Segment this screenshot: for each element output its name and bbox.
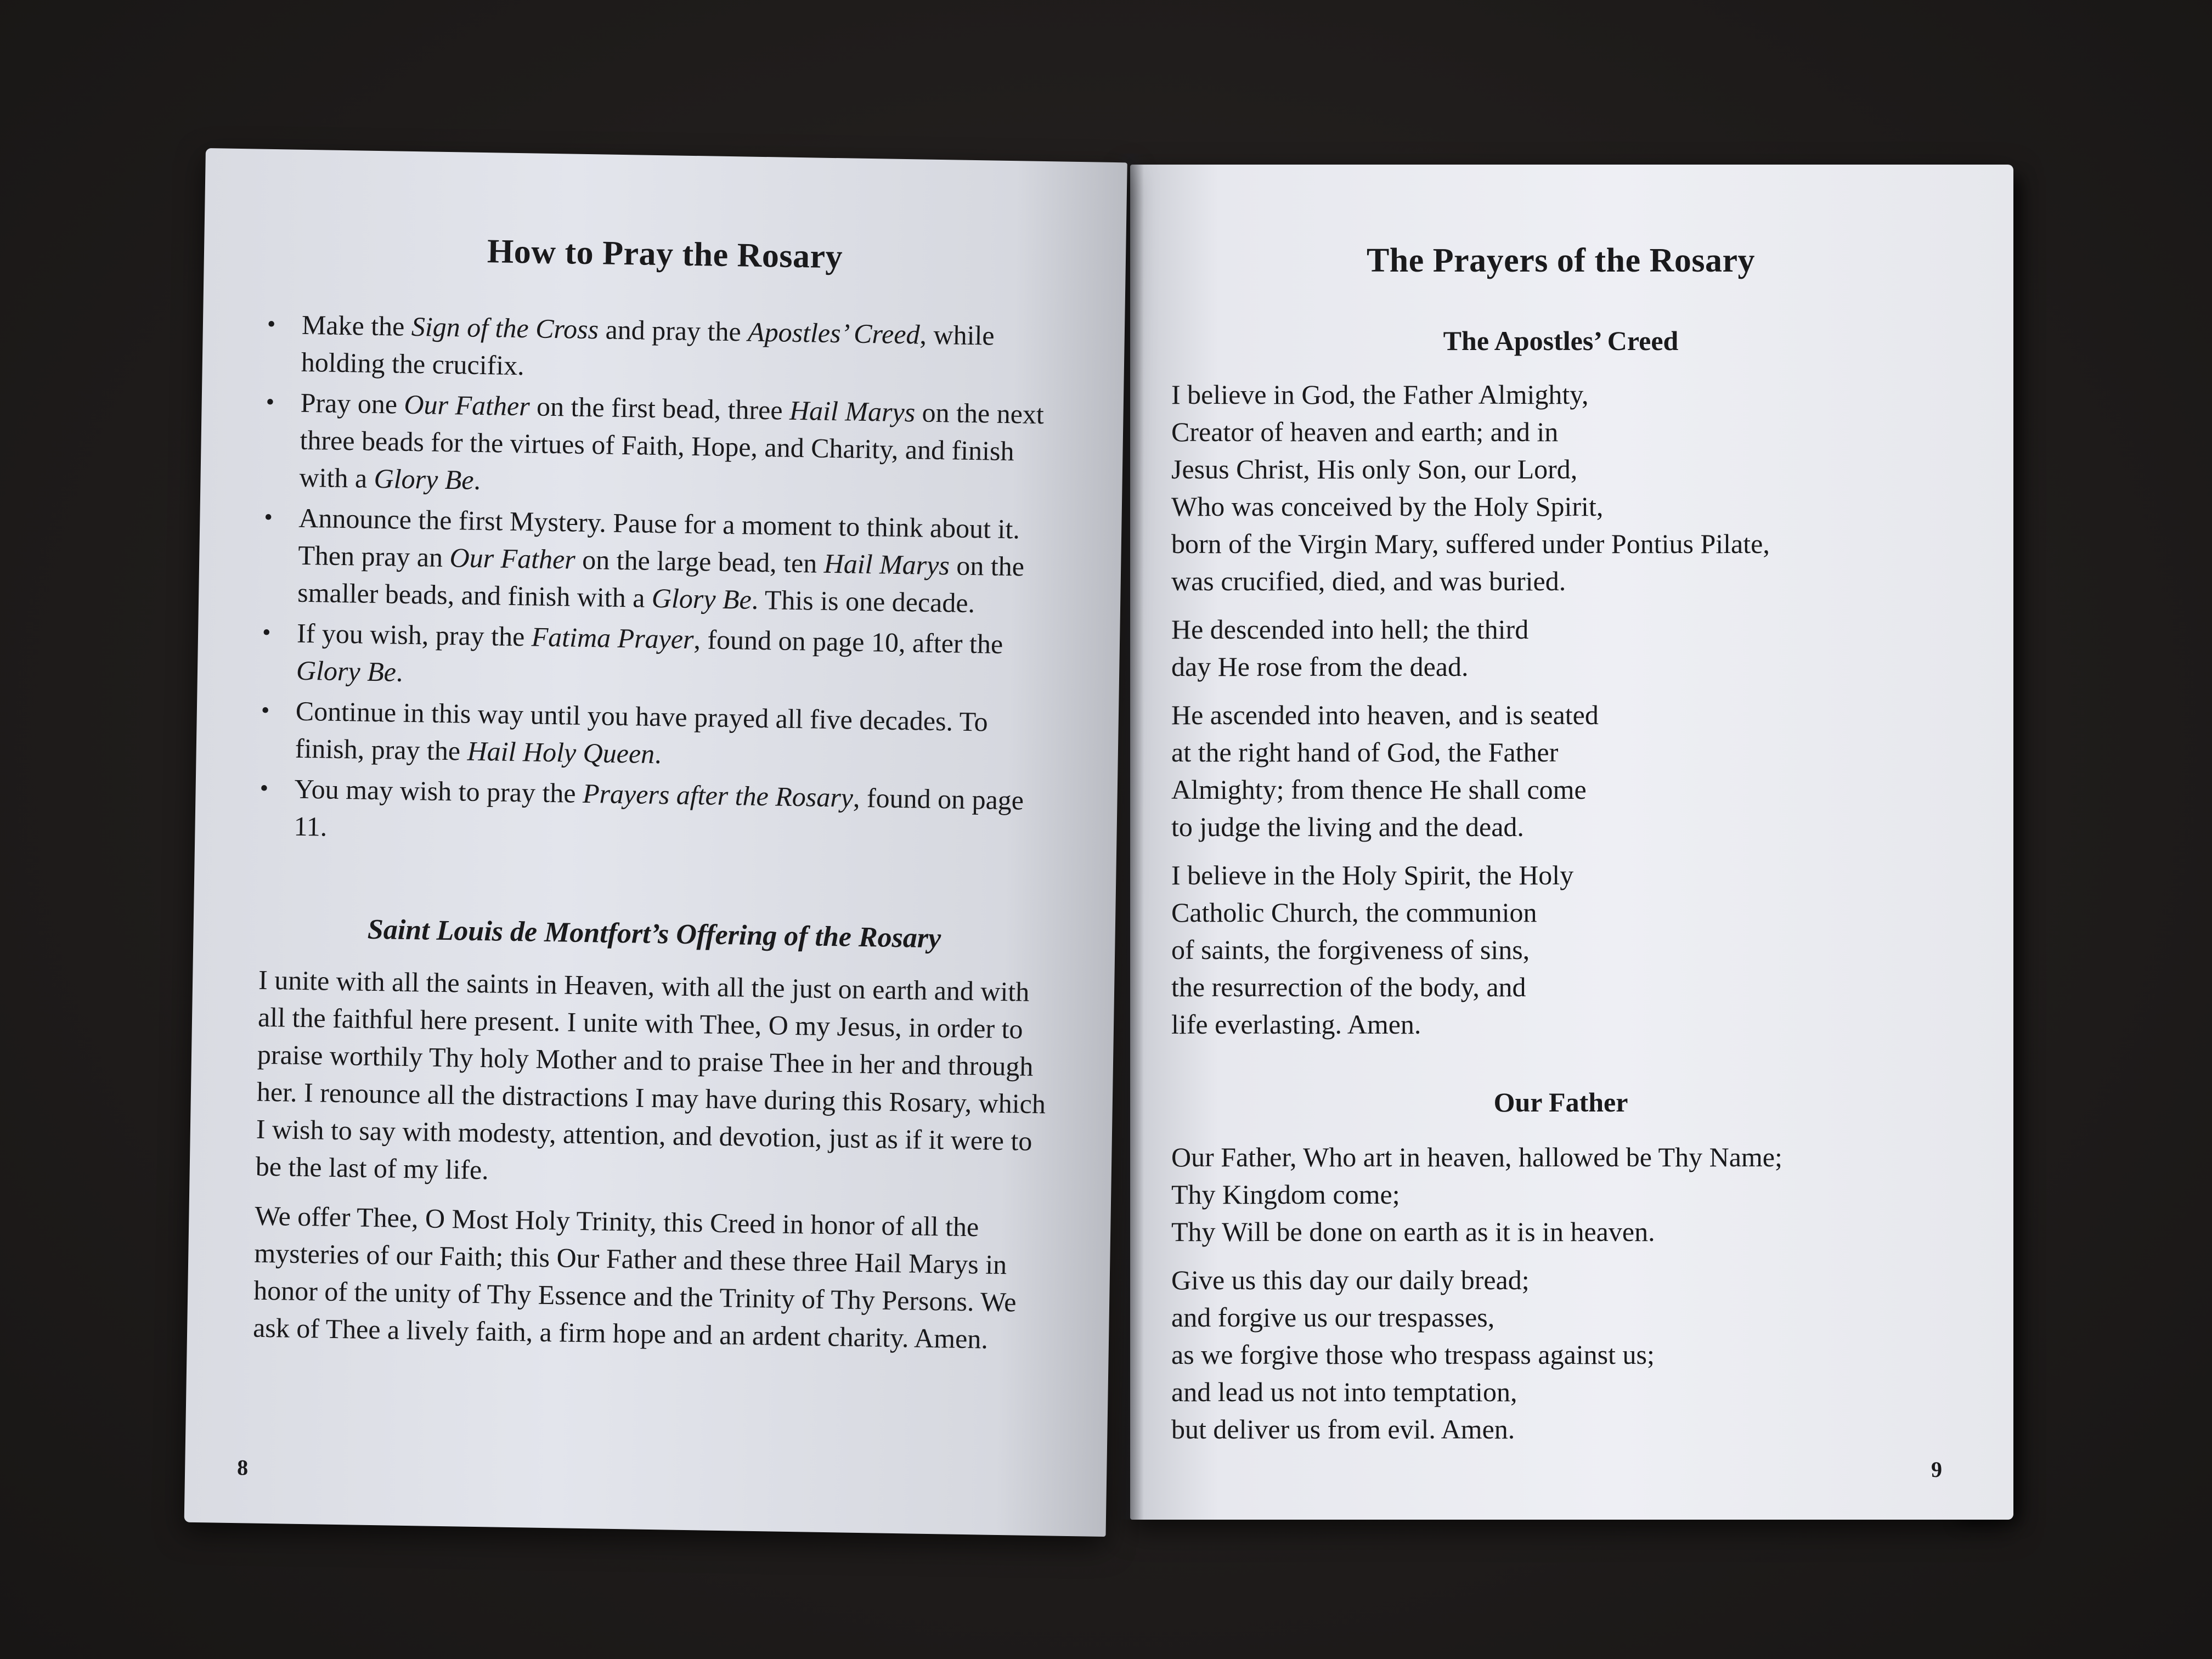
instruction-text-run: If you wish, pray the (296, 617, 532, 652)
instruction-text-run: on the first bead, three (529, 391, 790, 426)
prayer-line: as we forgive those who trespass against us; (1171, 1339, 1655, 1370)
instruction-text-run: You may wish to pray the (294, 773, 583, 809)
prayer-line: Our Father, Who art in heaven, hallowed be Thy Name; (1171, 1142, 1782, 1172)
offering-paragraph: We offer Thee, O Most Holy Trinity, this Creed in honor of all the mysteries of our Faith; this Our Father and these three Hail Marys in honor of the unity of Thy Essence and the Trinity of Thy Persons. We ask of Thee a lively faith, a firm hope and an ardent charity. Amen. (252, 1200, 1017, 1355)
prayer-stanza (1171, 611, 1967, 685)
instruction-item (253, 692, 1056, 779)
instruction-text-run: . (473, 464, 481, 495)
bullet-icon: • (262, 618, 271, 646)
instruction-text-run: on the large bead, ten (575, 544, 825, 579)
instruction-text-run: on the next three beads for the virtues of Faith, Hope, and Charity, and finish with a (299, 397, 1045, 494)
bullet-icon: • (259, 774, 269, 802)
our-father-heading: Our Father (1493, 1087, 1628, 1118)
left-page (184, 148, 1127, 1537)
offering-text (252, 961, 1048, 1371)
instruction-text-run: Hail Marys (789, 394, 916, 428)
prayer-line: of saints, the forgiveness of sins, (1171, 934, 1530, 965)
instruction-text-run: . (396, 656, 403, 687)
instruction-text-run: Continue in this way until you have prayed all five decades. To finish, pray the (295, 695, 989, 766)
prayer-line: I believe in God, the Father Almighty, (1171, 379, 1589, 410)
instruction-text-run: on the smaller beads, and finish with a (297, 550, 1025, 613)
instruction-text-run: , found on page 10, after the (693, 624, 1003, 659)
prayer-line: was crucified, died, and was buried. (1171, 566, 1566, 596)
prayer-stanza (1171, 696, 1967, 845)
our-father-prayer (1171, 1138, 1967, 1459)
instruction-text-run: Hail Marys (823, 548, 950, 581)
instruction-item (255, 614, 1057, 701)
instruction-text-run: Glory Be (296, 654, 397, 687)
prayer-line: Creator of heaven and earth; and in (1171, 416, 1559, 447)
instruction-text-run: Prayers after the Rosary (582, 777, 854, 813)
prayer-stanza (1171, 1138, 1967, 1250)
instruction-text-run: and pray the (598, 314, 748, 347)
prayer-stanza (1171, 1261, 1967, 1448)
left-page-title: How to Pray the Rosary (487, 233, 843, 276)
prayer-line: Who was conceived by the Holy Spirit, (1171, 491, 1604, 522)
offering-paragraph: I unite with all the saints in Heaven, with all the just on earth and with all the faithful here present. I unite with Thee, O my Jesus, in order to praise worthily Thy holy Mother and to praise Thee in her and through her. I renounce all the distractions I may have during this Rosary, which I wish to say with modesty, attention, and devotion, just as if it were to be the last of my life. (255, 964, 1046, 1186)
prayer-line: but deliver us from evil. Amen. (1171, 1414, 1515, 1444)
instruction-item (258, 383, 1060, 508)
prayer-line: I believe in the Holy Spirit, the Holy (1171, 860, 1574, 890)
instruction-text-run: Our Father (449, 542, 576, 575)
instruction-item (256, 499, 1059, 623)
prayer-line: He ascended into heaven, and is seated (1171, 699, 1599, 730)
prayer-line: at the right hand of God, the Father (1171, 737, 1559, 768)
bullet-icon: • (267, 310, 276, 338)
prayer-line: the resurrection of the body, and (1171, 972, 1526, 1002)
instruction-text-run: Our Father (404, 388, 531, 422)
instruction-item (252, 770, 1054, 857)
prayer-line: born of the Virgin Mary, suffered under Pontius Pilate, (1171, 528, 1770, 559)
right-page-title: The Prayers of the Rosary (1366, 242, 1756, 279)
prayer-line: Give us this day our daily bread; (1171, 1265, 1530, 1295)
instruction-text-run: Sign of the Cross (411, 311, 599, 345)
instruction-text-run: Glory Be (651, 582, 752, 615)
apostles-creed (1171, 376, 1967, 1054)
instruction-text-run: Fatima Prayer (531, 621, 694, 655)
prayer-line: Jesus Christ, His only Son, our Lord, (1171, 454, 1578, 484)
bullet-icon: • (264, 503, 273, 531)
page-number-right: 9 (1931, 1457, 1942, 1482)
instruction-text-run: Announce the first Mystery. Pause for a moment to think about it. Then pray an (297, 502, 1020, 573)
prayer-line: Catholic Church, the communion (1171, 897, 1537, 928)
prayer-line: life everlasting. Amen. (1171, 1009, 1421, 1040)
page-number-left: 8 (236, 1455, 249, 1480)
instruction-list (252, 306, 1062, 857)
prayer-line: Almighty; from thence He shall come (1171, 774, 1587, 805)
instruction-text-run: Glory Be (374, 462, 474, 495)
bullet-icon: • (261, 696, 270, 724)
bullet-icon: • (266, 388, 275, 416)
prayer-stanza (1171, 856, 1967, 1043)
instruction-text-run: , while holding the crucifix. (301, 319, 995, 381)
prayer-line: Thy Will be done on earth as it is in heaven. (1171, 1216, 1655, 1247)
instruction-text-run: Pray one (300, 387, 404, 420)
right-page (1130, 165, 2013, 1520)
instruction-text-run: Make the (301, 309, 412, 342)
instruction-text-run: . This is one decade. (751, 584, 975, 619)
instruction-text-run: , found on page 11. (294, 782, 1024, 842)
prayer-line: and lead us not into temptation, (1171, 1376, 1517, 1407)
instruction-item (259, 306, 1062, 393)
creed-heading: The Apostles’ Creed (1443, 325, 1679, 356)
instruction-text-run: Hail Holy Queen (467, 735, 655, 769)
prayer-line: He descended into hell; the third (1171, 614, 1529, 645)
instruction-text-run: . (654, 738, 662, 770)
offering-heading: Saint Louis de Montfort’s Offering of the Rosary (367, 913, 941, 955)
instruction-text-run: Apostles’ Creed (747, 316, 920, 350)
prayer-line: day He rose from the dead. (1171, 651, 1469, 682)
prayer-line: Thy Kingdom come; (1171, 1179, 1400, 1210)
prayer-line: and forgive us our trespasses, (1171, 1302, 1495, 1333)
prayer-stanza (1171, 376, 1967, 600)
prayer-line: to judge the living and the dead. (1171, 811, 1524, 842)
